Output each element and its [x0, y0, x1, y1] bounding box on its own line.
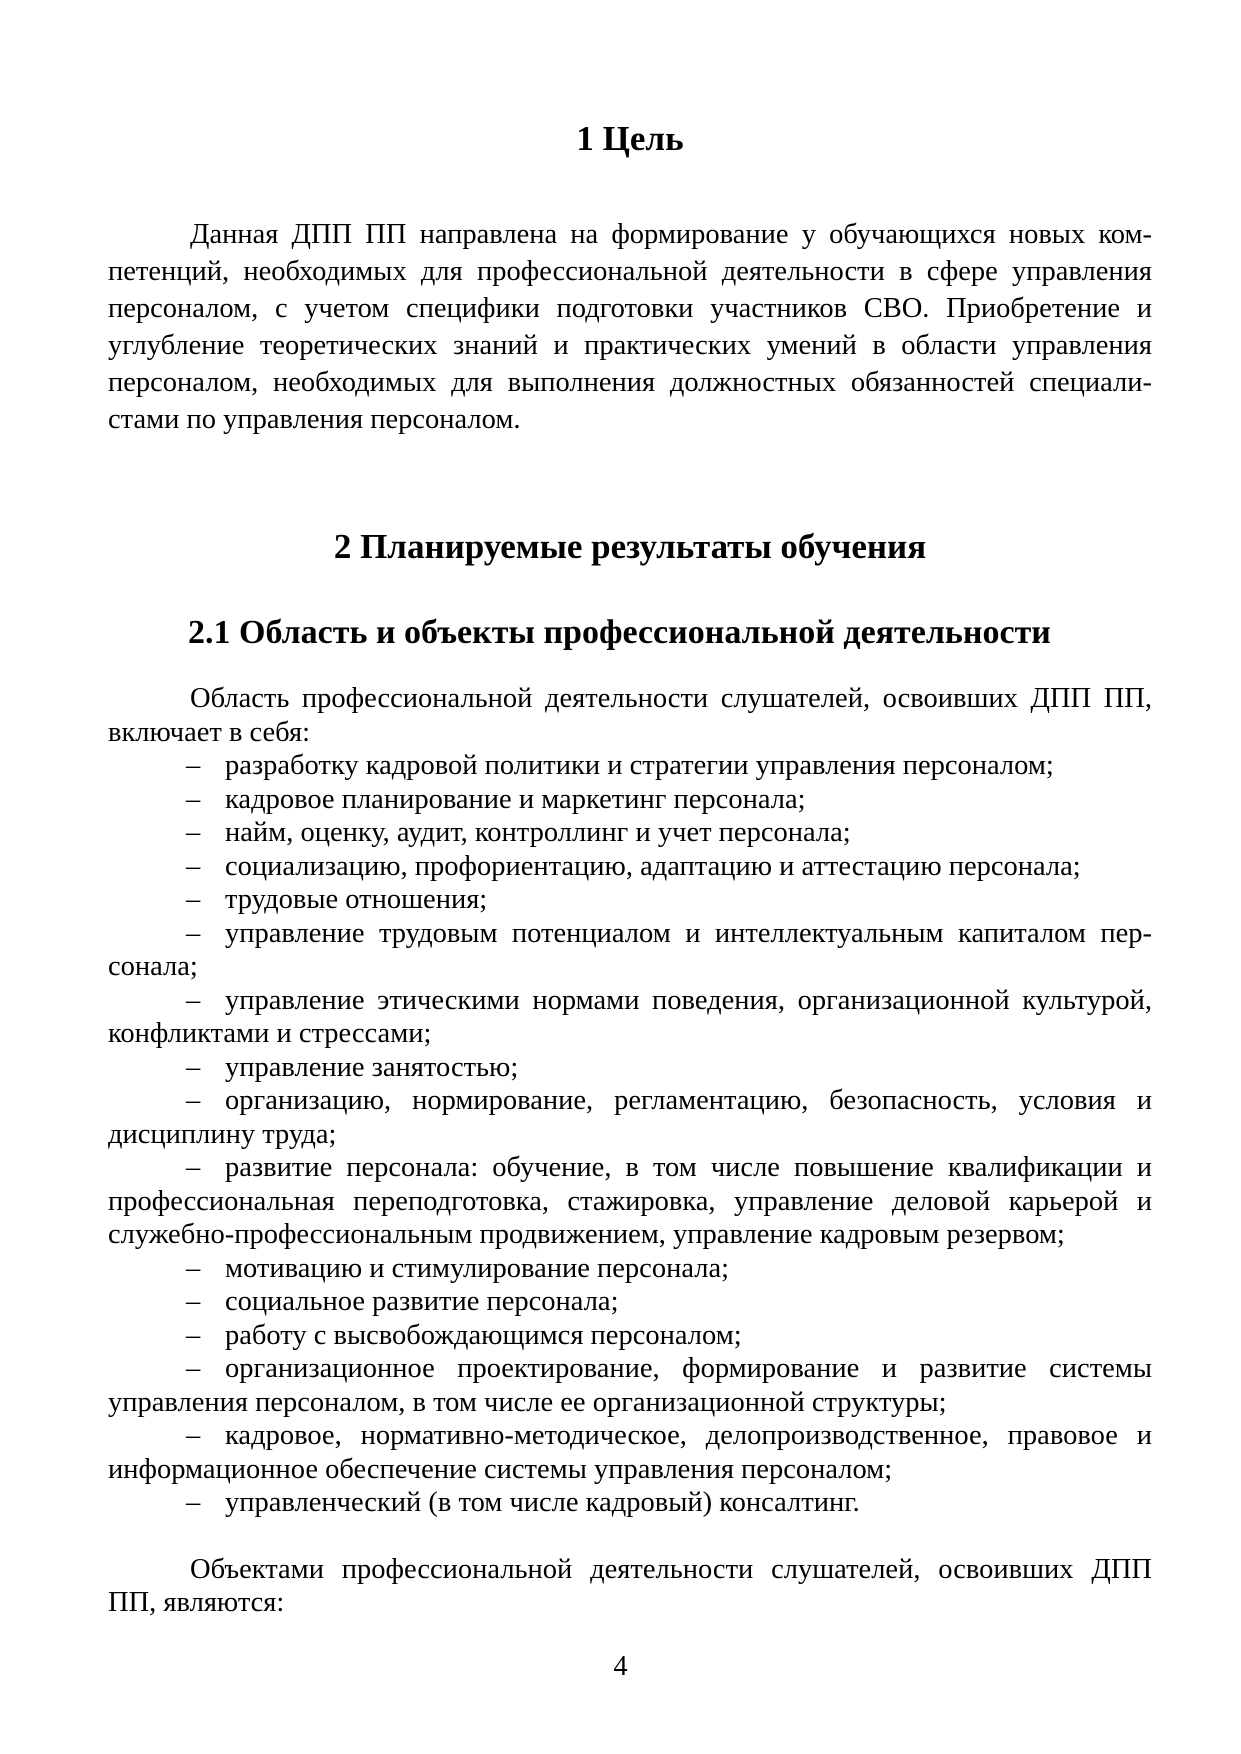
area-list-item [108, 850, 1152, 884]
area-list-item [108, 1252, 1152, 1286]
area-list-item-text: кадровое планирование и маркетинг персонала; [225, 783, 806, 815]
area-list-item [108, 1285, 1152, 1319]
area-list-item [108, 1084, 1152, 1151]
area-list-item-text: работу с высвобождающимся персоналом; [225, 1319, 742, 1351]
area-list-item [108, 984, 1152, 1051]
list-dash-marker: – [186, 1252, 201, 1284]
list-dash-marker: – [186, 1051, 201, 1083]
area-list-item [108, 1151, 1152, 1252]
area-list-item-text: организационное проектирование, формирование и развитие системы управления персоналом, в том числе ее организационной структуры; [108, 1353, 1152, 1418]
area-list-item [108, 1319, 1152, 1353]
list-dash-marker: – [186, 1420, 201, 1451]
area-list-item-text: организацию, нормирование, регламентацию, безопасность, условия и дисциплину труда; [108, 1085, 1152, 1150]
list-dash-marker: – [186, 850, 201, 882]
area-list-item-text: социальное развитие персонала; [225, 1286, 619, 1317]
area-list-item [108, 749, 1152, 783]
page-number: 4 [613, 1651, 628, 1682]
area-list-item-text: разработку кадровой политики и стратегии управления персоналом; [225, 750, 1054, 781]
list-dash-marker: – [186, 884, 201, 915]
list-dash-marker: – [186, 1152, 201, 1183]
list-dash-marker: – [186, 1353, 201, 1384]
area-list-item-text: трудовые отношения; [225, 884, 488, 915]
list-dash-marker: – [186, 1319, 201, 1351]
area-list-item [108, 816, 1152, 850]
list-dash-marker: – [186, 917, 201, 949]
list-dash-marker: – [186, 783, 201, 815]
list-dash-marker: – [186, 1487, 201, 1518]
section-1-paragraph: Данная ДПП ПП направлена на формирование у обучающихся новых компетенций, необходимых для профессиональной деятельности в сфере управления персоналом, с учетом специфики подготовки участников СВО. Приобретение и углубление теоретических знаний и практических умений в области управления персоналом, необходимых для выполнения должностных обязанностей специалистами по управления персоналом. [108, 219, 1152, 435]
area-list-item-text: управление этическими нормами поведения, организационной культурой, конфликтами и стрессами; [108, 984, 1152, 1049]
area-list-item [108, 883, 1152, 917]
area-list-item-text: социализацию, профориентацию, адаптацию и аттестацию персонала; [225, 850, 1081, 882]
area-list-item-text: развитие персонала: обучение, в том числе повышение квалификации и профессиональная переподготовка, стажировка, управление деловой карьерой и служебно-профессиональным продвижением, управление кадровым резервом; [108, 1152, 1152, 1250]
area-list-item [108, 783, 1152, 817]
area-list-item-text: мотивацию и стимулирование персонала; [225, 1252, 730, 1284]
area-list-item [108, 1486, 1152, 1520]
section-2-heading: 2 Планируемые результаты обучения [333, 527, 927, 566]
list-dash-marker: – [186, 984, 201, 1016]
area-list-item [108, 1419, 1152, 1486]
areas-intro-paragraph: Область профессиональной деятельности слушателей, освоивших ДПП ПП, включает в себя: [108, 683, 1152, 748]
section-2-1-heading: 2.1 Область и объекты профессиональной деятельности [188, 614, 1051, 651]
list-dash-marker: – [186, 817, 201, 848]
list-dash-marker: – [186, 750, 201, 781]
area-list-item-text: кадровое, нормативно-методическое, делопроизводственное, правовое и информационное обеспечение системы управления персоналом; [108, 1420, 1152, 1485]
area-list-item-text: найм, оценку, аудит, контроллинг и учет персонала; [225, 817, 851, 848]
list-dash-marker: – [186, 1085, 201, 1116]
list-dash-marker: – [186, 1286, 201, 1317]
area-list-item [108, 917, 1152, 984]
objects-intro-paragraph: Объектами профессиональной деятельности слушателей, освоивших ДПП ПП, являются: [108, 1553, 1152, 1618]
area-list-item-text: управление трудовым потенциалом и интеллектуальным капиталом персонала; [108, 917, 1152, 982]
area-list-item [108, 1352, 1152, 1419]
section-1-heading: 1 Цель [576, 119, 684, 158]
area-list-item-text: управление занятостью; [225, 1051, 519, 1083]
area-list-item [108, 1051, 1152, 1085]
area-list-item-text: управленческий (в том числе кадровый) консалтинг. [225, 1487, 860, 1518]
areas-list [108, 749, 1152, 1520]
page-content [108, 0, 1152, 1620]
